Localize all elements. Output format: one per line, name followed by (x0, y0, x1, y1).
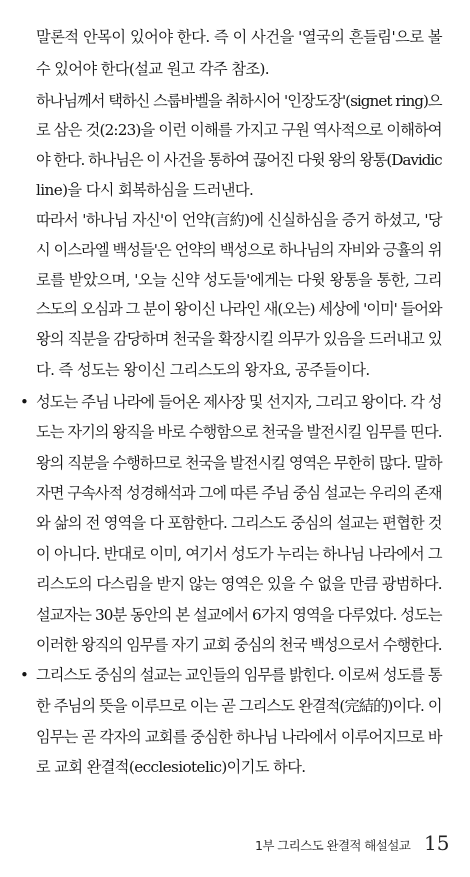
text-line: 성도는 주님 나라에 들어온 제사장 및 선지자, 그리고 왕이다. 각 성 (36, 393, 442, 411)
text-line: 따라서 '하나님 자신'이 언약(言約)에 신실하심을 증거 하셨고, '당 (36, 211, 442, 229)
text-line: 도는 자기의 왕직을 바로 수행함으로 천국을 발전시킬 임무를 띤다. (36, 423, 442, 441)
text-line: 로를 받았으며, '오늘 신약 성도들'에게는 다윗 왕통을 통한, 그리 (36, 271, 443, 289)
text-line: line)을 다시 회복하심을 드러낸다. (36, 181, 254, 199)
text-line: 자면 구속사적 성경해석과 그에 따른 주님 중심 설교는 우리의 존재 (36, 484, 442, 502)
text-line: 스도의 오심과 그 분이 왕이신 나라인 새(오는) 세상에 '이미' 들어와 (36, 300, 442, 318)
text-line: 왕의 직분을 수행하므로 천국을 발전시킬 영역은 무한히 많다. 말하 (36, 454, 442, 472)
text-line: 하나님께서 택하신 스룹바벨을 취하시어 '인장도장'(signet ring)으 (36, 92, 442, 110)
bullet-marker: • (20, 393, 29, 411)
text-line: 그리스도 중심의 설교는 교인들의 임무를 밝힌다. 이로써 성도를 통 (36, 666, 442, 684)
text-line: 로 교회 완결적(ecclesiotelic)이기도 하다. (36, 758, 306, 776)
text-line: 설교자는 30분 동안의 본 설교에서 6가지 영역을 다루었다. 성도는 (36, 606, 442, 624)
text-line: 다. 즉 성도는 왕이신 그리스도의 왕자요, 공주들이다. (36, 361, 370, 379)
text-line: 왕의 직분을 감당하며 천국을 확장시킬 의무가 있음을 드러내고 있 (36, 330, 442, 348)
text-line: 이 아니다. 반대로 이미, 여기서 성도가 누리는 하나님 나라에서 그 (36, 545, 442, 563)
text-line: 임무는 곧 각자의 교회를 중심한 하나님 나라에서 이루어지므로 바 (36, 728, 442, 746)
text-line: 한 주님의 뜻을 이루므로 이는 곧 그리스도 완결적(完結的)이다. 이 (36, 697, 442, 715)
text-line: 말론적 안목이 있어야 한다. 즉 이 사건을 '열국의 흔들림'으로 볼 (36, 28, 443, 46)
running-title: 1부 그리스도 완결적 해설설교 (255, 838, 411, 853)
page-number: 15 (424, 831, 450, 855)
text-line: 리스도의 다스림을 받지 않는 영역은 있을 수 없을 만큼 광범하다. (36, 575, 442, 593)
text-line: 수 있어야 한다(설교 원고 각주 참조). (36, 60, 270, 78)
text-line: 시 이스라엘 백성들'은 언약의 백성으로 하나님의 자비와 긍휼의 위 (36, 241, 442, 259)
bullet-marker: • (20, 666, 29, 684)
text-line: 와 삶의 전 영역을 다 포함한다. 그리스도 중심의 설교는 편협한 것 (36, 514, 442, 532)
text-line: 로 삼은 것(2:23)을 이런 이해를 가지고 구원 역사적으로 이해하여 (36, 121, 442, 139)
text-line: 이러한 왕직의 임무를 자기 교회 중심의 천국 백성으로서 수행한다. (36, 636, 442, 654)
text-line: 야 한다. 하나님은 이 사건을 통하여 끊어진 다윗 왕의 왕통(Davidic (36, 151, 442, 169)
